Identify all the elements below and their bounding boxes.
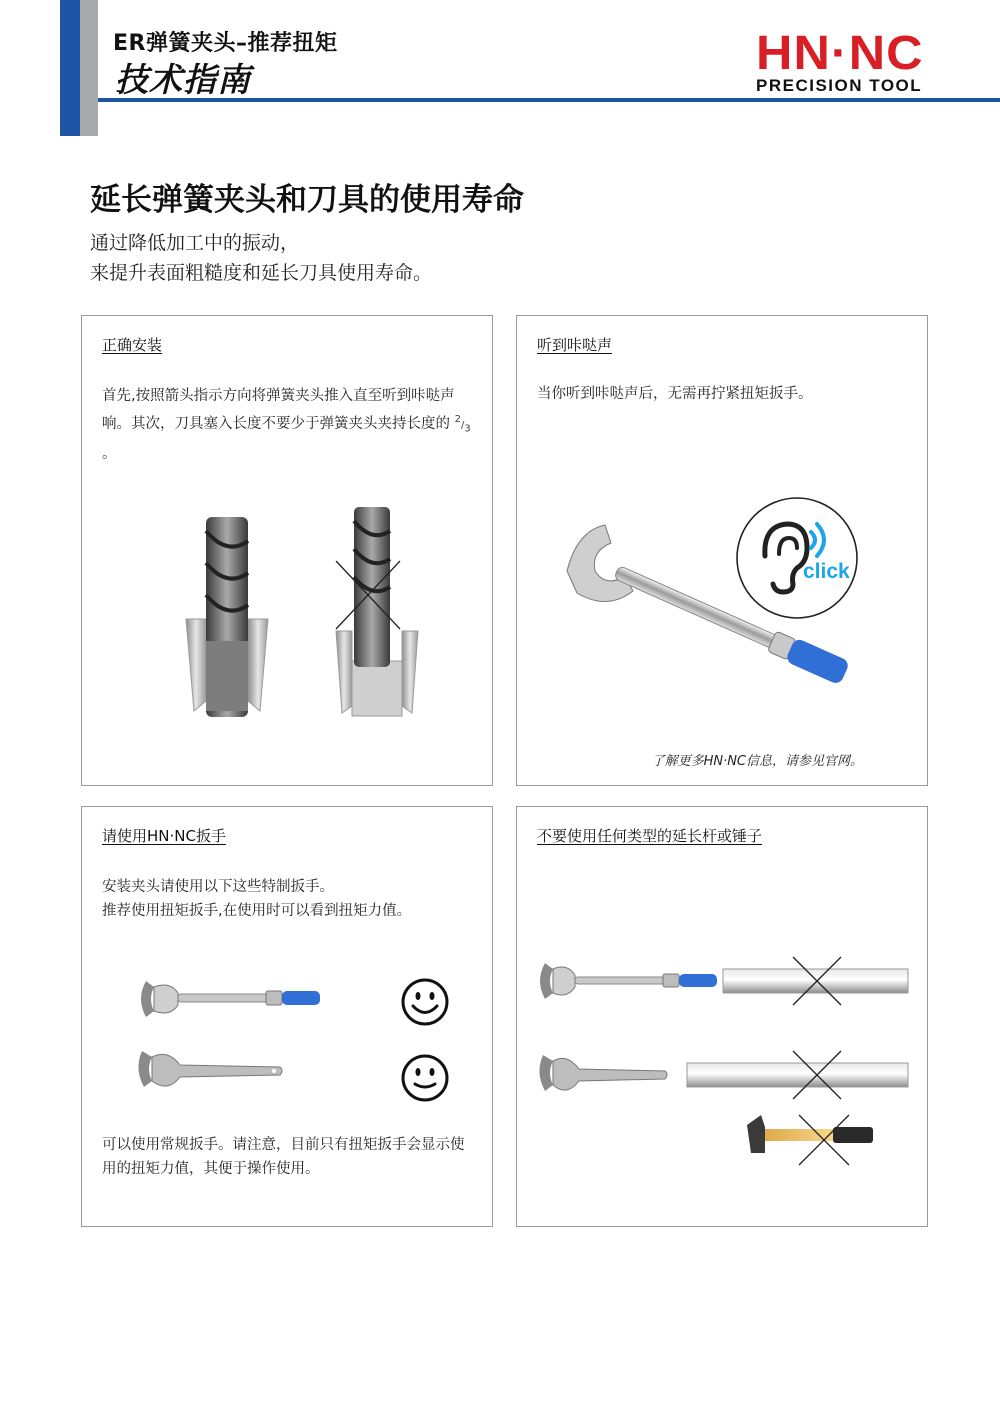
panel-title: 听到咔哒声	[537, 336, 613, 354]
panel-no-extension-or-hammer	[516, 806, 928, 1227]
fraction-separator: /	[460, 419, 465, 431]
incorrect-insertion-illustration	[332, 501, 422, 721]
logo-wordmark: HN·NC	[756, 27, 924, 80]
intro-text	[90, 228, 432, 288]
install-instructions: 首先,按照箭头指示方向将弹簧夹头推入直至听到咔哒声响。其次，刀具塞入长度不要少于弹簧夹头夹持长度的	[102, 388, 455, 432]
panel-title: 请使用HN·NC扳手	[102, 827, 226, 845]
panel-hear-click	[516, 315, 928, 786]
hook-wrench-small	[134, 1047, 284, 1093]
wrench-with-extension-illustration	[535, 957, 910, 1007]
panel-title: 不要使用任何类型的延长杆或锤子	[537, 827, 763, 845]
intro-line-1: 通过降低加工中的振动，	[90, 232, 300, 254]
correct-insertion-illustration	[182, 501, 272, 721]
panel-correct-installation	[81, 315, 493, 786]
body-line-2: 推荐使用扭矩扳手,在使用时可以看到扭矩力值。	[102, 903, 412, 919]
panel-body	[102, 875, 477, 923]
brand-logo	[756, 27, 946, 96]
panel-use-hnnc-wrench	[81, 806, 493, 1227]
torque-wrench-small	[134, 975, 324, 1025]
header-title: 技术指南	[115, 60, 251, 99]
body-line-1: 安装夹头请使用以下这些特制扳手。	[102, 879, 334, 895]
smiley-icon-neutral	[400, 1053, 450, 1103]
panel-title: 正确安装	[102, 336, 163, 354]
panel-footer: 可以使用常规扳手。请注意，目前只有扭矩扳手会显示使用的扭矩力值，其便于操作使用。	[102, 1137, 465, 1177]
panel-body	[102, 384, 477, 466]
click-label: click	[803, 560, 850, 583]
page-title: 延长弹簧夹头和刀具的使用寿命	[90, 182, 524, 218]
website-note: 了解更多HN·NC信息，请参见官网。	[651, 754, 863, 769]
ear-click-icon	[735, 496, 859, 620]
intro-line-2: 来提升表面粗糙度和延长刀具使用寿命。	[90, 262, 433, 284]
smiley-icon	[400, 977, 450, 1027]
fraction-numerator: 2	[454, 414, 461, 425]
body-end: 。	[102, 445, 117, 462]
logo-tagline: PRECISION TOOL	[756, 76, 923, 95]
header-accent-gray	[80, 0, 98, 136]
fraction-denominator: 3	[464, 423, 471, 435]
header-accent-blue	[60, 0, 80, 136]
hook-wrench-with-extension-illustration	[535, 1051, 910, 1101]
panel-body: 当你听到咔哒声后，无需再拧紧扭矩扳手。	[537, 386, 813, 402]
header-subtitle: ER弹簧夹头–推荐扭矩	[113, 31, 338, 56]
hammer-illustration	[745, 1113, 885, 1169]
